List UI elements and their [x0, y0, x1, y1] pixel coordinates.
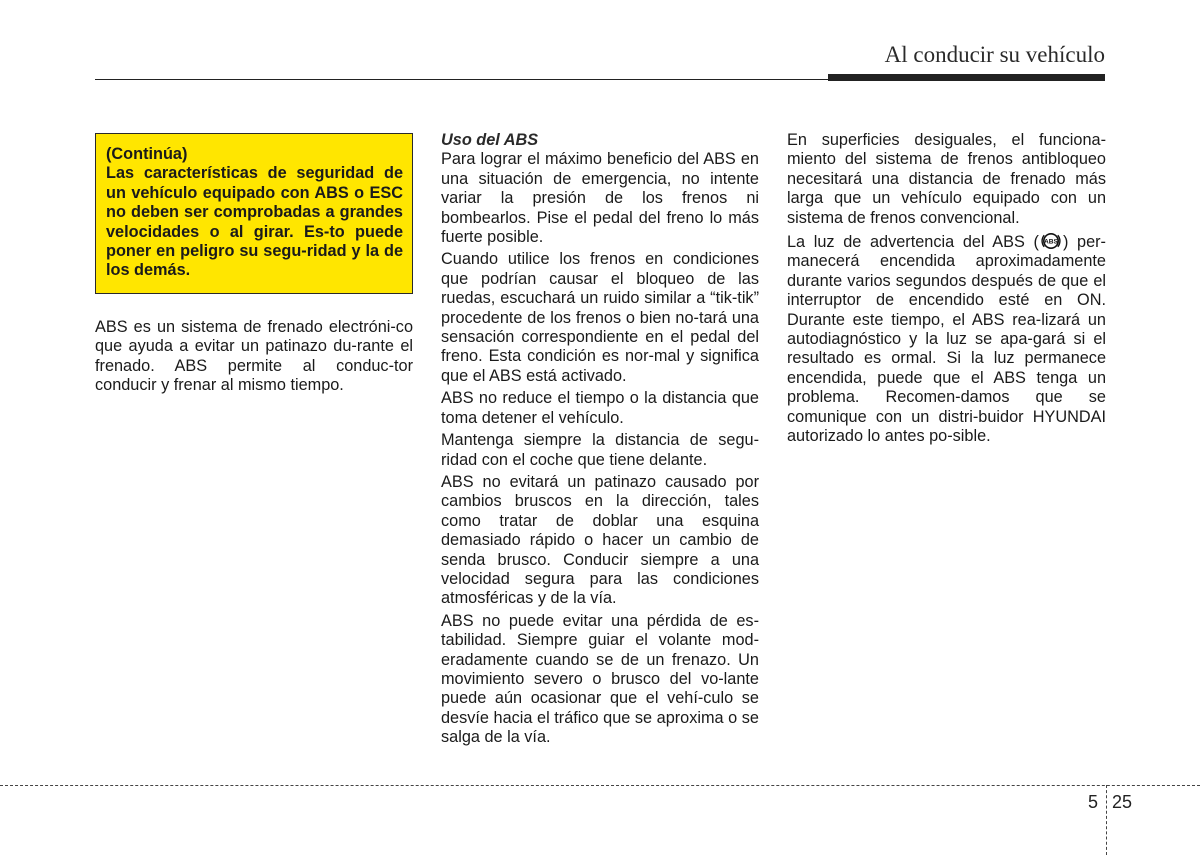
paragraph: En superficies desiguales, el funciona-miento del sistema de frenos antibloqueo necesitará una distancia de frenado más larga que un vehículo equipado con un sistema de frenos convencional.: [787, 131, 1106, 227]
paragraph-text-before-icon: La luz de advertencia del ABS (: [787, 233, 1039, 252]
warning-box: [95, 133, 413, 294]
abs-warning-light-icon: [1041, 231, 1061, 251]
header-rule-accent: [828, 74, 1105, 81]
chapter-number: 5: [1088, 792, 1099, 812]
abs-warning-light-paragraph: [787, 231, 1106, 446]
paragraph: Para lograr el máximo beneficio del ABS en una situación de emergencia, no intente variar la presión de los frenos ni bombearlos. Pise el pedal del freno lo más fuerte posible.: [441, 150, 759, 247]
abs-icon-label: ABS: [1043, 238, 1058, 246]
page-number: 25: [1112, 792, 1133, 812]
header-title: Al conducir su vehículo: [884, 42, 1105, 67]
column-2: [441, 131, 759, 751]
abs-intro-paragraph: ABS es un sistema de frenado electróni-co que ayuda a evitar un patinazo du-rante el frenado. ABS permite al conduc-tor conducir y frenar al mismo tiempo.: [95, 318, 413, 395]
paragraph: ABS no puede evitar una pérdida de es-tabilidad. Siempre guiar el volante mod-eradamente cuando se de un frenazo. Un movimiento severo o brusco del vo-lante puede aún ocasionar que el vehí-culo se desvíe hacia el tráfico que se aproxima o se salga de la vía.: [441, 611, 759, 747]
paragraph: Cuando utilice los frenos en condiciones que podrían causar el bloqueo de las ruedas, escuchará un ruido similar a “tik-tik” procedente de los frenos o bien no-tará una sensación correspondiente en el pedal del freno. Esta condición es nor-mal y significa que el ABS está activado.: [441, 250, 759, 385]
paragraph: Mantenga siempre la distancia de segu-ridad con el coche que tiene delante.: [441, 431, 759, 469]
paragraph: ABS no reduce el tiempo o la distancia que toma detener el vehículo.: [441, 389, 759, 427]
paragraph: ABS no evitará un patinazo causado por cambios bruscos en la dirección, tales como tratar de doblar una esquina demasiado rápido o hacer un cambio de senda brusco. Conducir siempre a una velocidad segura para las condiciones atmosféricas y de la vía.: [441, 472, 759, 608]
paragraph-text-after-icon: ) per-manecerá encendida aproximadamente durante varios segundos después de que el interruptor de encendido esté en ON. Durante este tiempo, el ABS rea-lizará un autodiagnóstico y la luz se apa-gará si el resultado es ormal. Si la luz permanece encendida, puede que el ABS tenga un problema. Recomen-damos que se comunique con un distri-buidor HYUNDAI autorizado lo antes po-sible.: [787, 233, 1106, 446]
warning-text: Las características de seguridad de un vehículo equipado con ABS o ESC no deben ser comprobadas a grandes velocidades o al girar. Es-to puede poner en peligro su segu-ridad y la de los demás.: [106, 164, 403, 280]
section-heading: Uso del ABS: [441, 131, 539, 149]
column-3: [787, 131, 1106, 450]
column-1: [95, 318, 413, 399]
footer-divider: [1106, 785, 1107, 855]
warning-heading: (Continúa): [106, 145, 188, 163]
footer-rule: [0, 785, 1200, 786]
